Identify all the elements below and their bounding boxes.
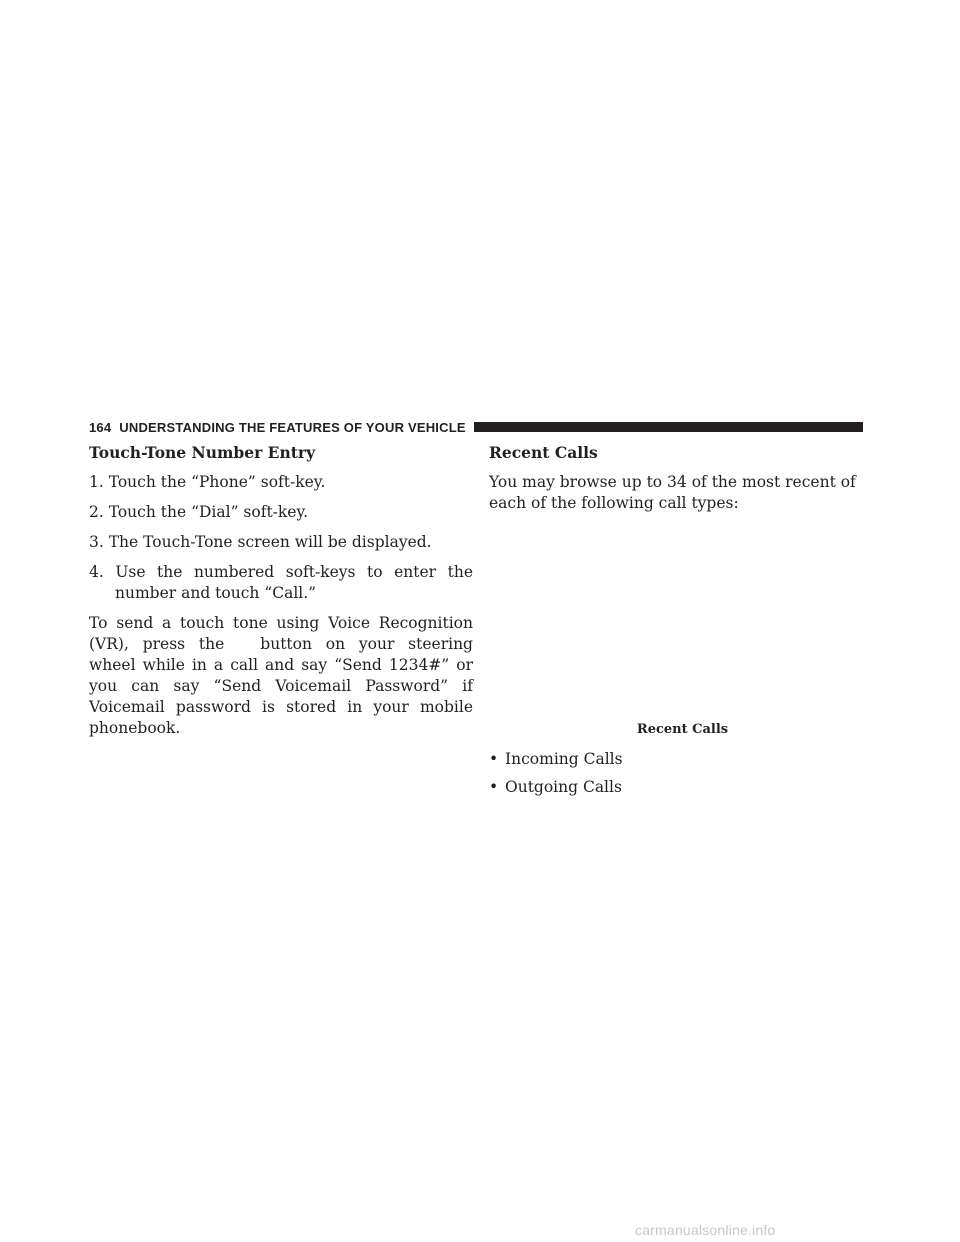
step-1: 1. Touch the “Phone” soft-key. xyxy=(89,473,326,491)
step-2: 2. Touch the “Dial” soft-key. xyxy=(89,503,309,521)
bullet-text: Outgoing Calls xyxy=(505,778,622,796)
vr-paragraph-start: To send a touch tone using Voice Recognition (VR), press the xyxy=(89,614,473,653)
section-title: UNDERSTANDING THE FEATURES OF YOUR VEHICLE xyxy=(119,419,466,435)
bullet-icon: • xyxy=(489,778,499,796)
step-4: 4. Use the numbered soft-keys to enter the number and touch “Call.” xyxy=(89,563,473,602)
recent-calls-heading: Recent Calls xyxy=(489,443,598,462)
touch-tone-heading: Touch-Tone Number Entry xyxy=(89,443,316,462)
recent-calls-intro: You may browse up to 34 of the most recent of each of the following call types: xyxy=(489,473,856,512)
step-3: 3. The Touch-Tone screen will be displayed. xyxy=(89,533,432,551)
bullet-text: Incoming Calls xyxy=(505,750,623,768)
right-column xyxy=(489,442,864,805)
vr-paragraph xyxy=(89,613,473,739)
header-rule xyxy=(474,422,863,432)
figure-caption: Recent Calls xyxy=(636,722,729,737)
recent-calls-figure xyxy=(489,523,864,713)
bullet-icon: • xyxy=(489,750,499,768)
page-number: 164 xyxy=(89,419,112,435)
watermark: carmanualsonline.info xyxy=(635,1222,776,1238)
left-column xyxy=(89,442,473,748)
list-item xyxy=(489,777,864,798)
list-item xyxy=(489,749,864,770)
vr-paragraph-end: button on your steering wheel while in a call and say “Send 1234#” or you can say “Send Voicemail Password” if Voicemail password is stored in your mobile phonebook. xyxy=(89,635,473,737)
page-header xyxy=(89,418,863,436)
